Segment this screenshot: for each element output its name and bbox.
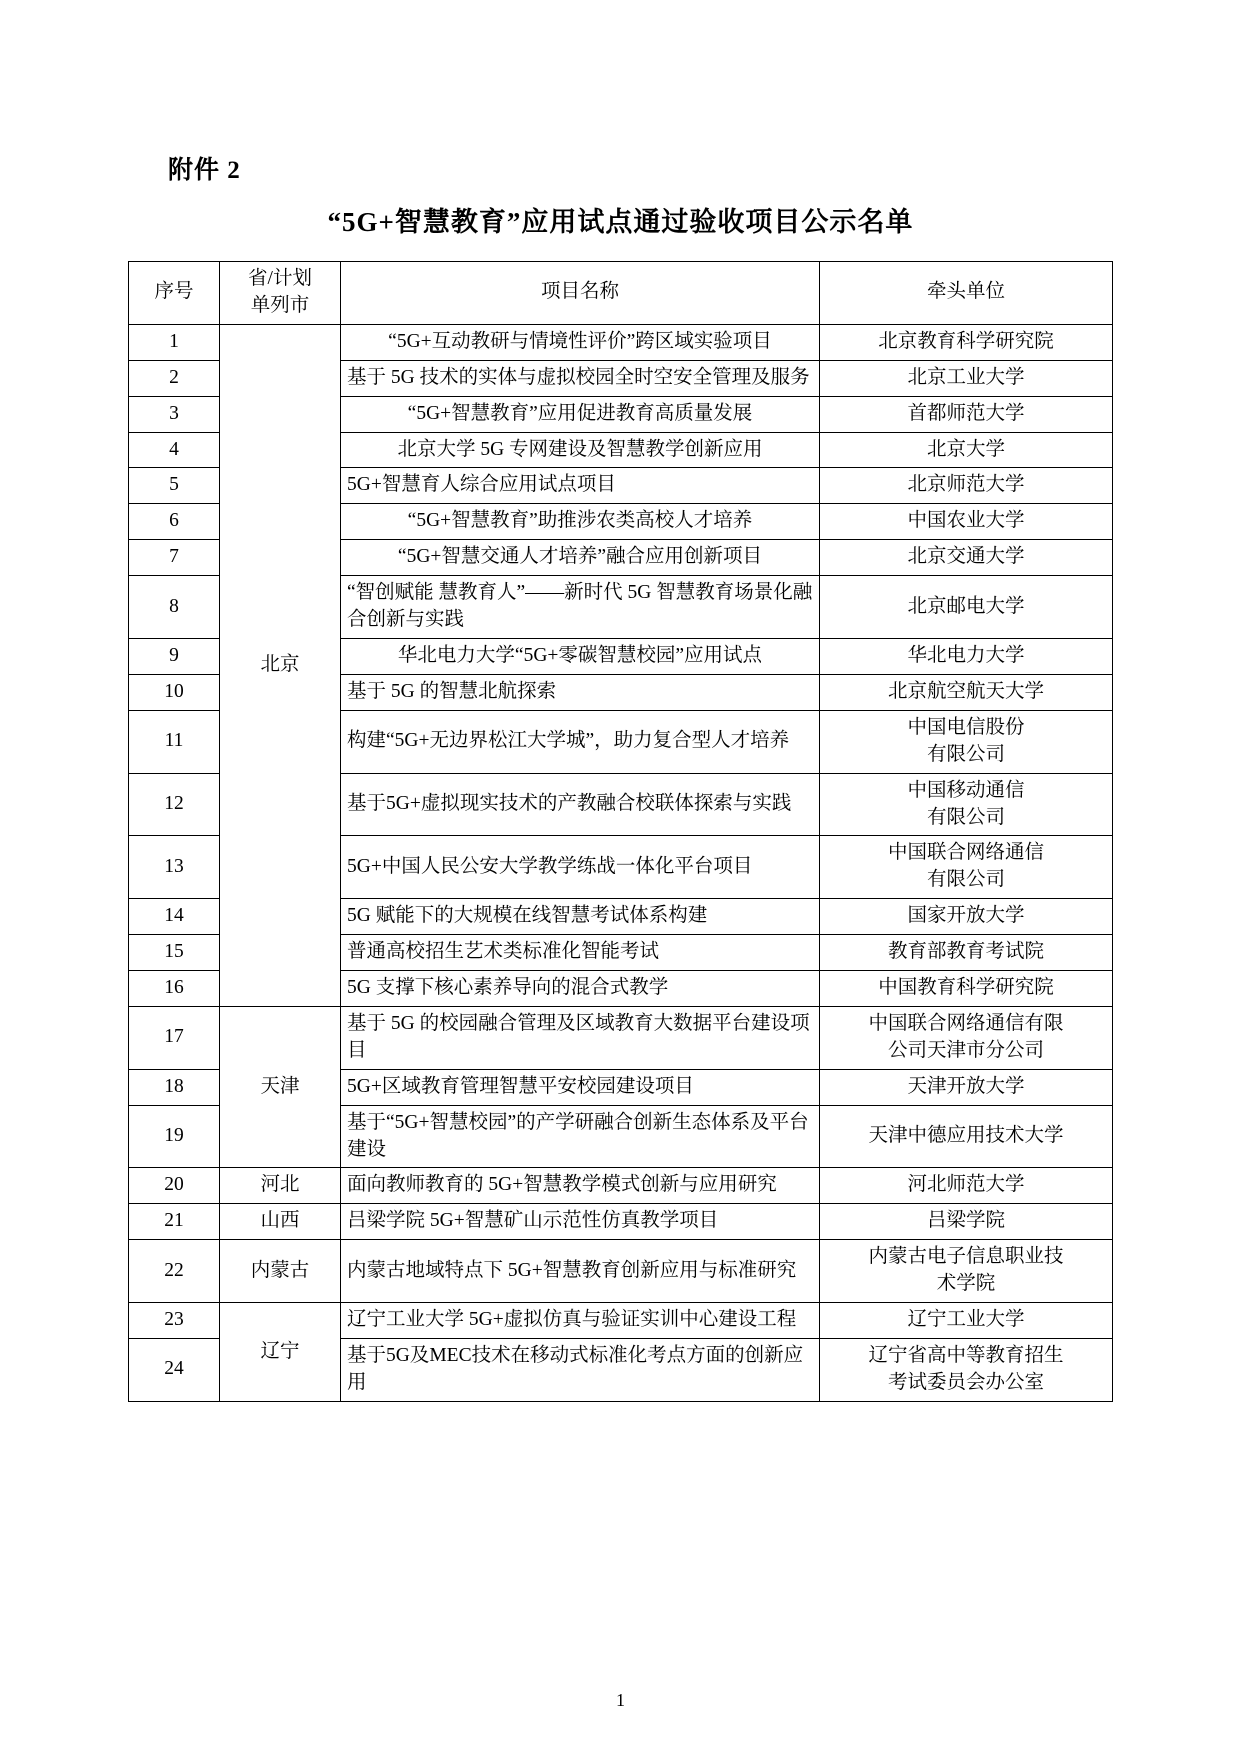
cell-province: 内蒙古 (220, 1240, 341, 1303)
page-number: 1 (616, 1690, 625, 1710)
cell-province: 天津 (220, 1006, 341, 1168)
cell-no: 5 (129, 468, 220, 504)
cell-lead-unit (820, 1168, 1113, 1204)
cell-no: 21 (129, 1204, 220, 1240)
cell-lead-unit-line: 吕梁学院 (926, 1210, 1005, 1232)
table-row (129, 324, 1113, 360)
cell-lead-unit-line: 北京航空航天大学 (887, 680, 1044, 702)
cell-lead-unit (820, 360, 1113, 396)
cell-province: 山西 (220, 1204, 341, 1240)
cell-lead-unit-line: 教育部教育考试院 (887, 941, 1044, 963)
cell-province: 辽宁 (220, 1303, 341, 1402)
cell-no: 3 (129, 396, 220, 432)
cell-lead-unit-line: 术学院 (936, 1273, 996, 1295)
attachment-label: 附件 2 (168, 157, 241, 184)
cell-project-name: 华北电力大学“5G+零碳智慧校园”应用试点 (341, 638, 820, 674)
cell-lead-unit-line: 北京教育科学研究院 (878, 330, 1054, 352)
cell-lead-unit (820, 1006, 1113, 1069)
cell-lead-unit-line: 北京工业大学 (907, 366, 1025, 388)
cell-no: 16 (129, 971, 220, 1007)
cell-lead-unit (820, 674, 1113, 710)
cell-no: 11 (129, 710, 220, 773)
cell-project-name: “5G+智慧交通人才培养”融合应用创新项目 (341, 540, 820, 576)
cell-project-name: 内蒙古地域特点下 5G+智慧教育创新应用与标准研究 (341, 1240, 820, 1303)
table-row (129, 1303, 1113, 1339)
column-header-province (220, 262, 341, 325)
table-row (129, 1204, 1113, 1240)
table-body (129, 324, 1113, 1401)
cell-lead-unit-line: 河北师范大学 (907, 1174, 1025, 1196)
page-title: “5G+智慧教育”应用试点通过验收项目公示名单 (327, 207, 914, 237)
cell-project-name: 基于 5G 的校园融合管理及区域教育大数据平台建设项目 (341, 1006, 820, 1069)
cell-no: 23 (129, 1303, 220, 1339)
cell-lead-unit (820, 504, 1113, 540)
column-header-no: 序号 (129, 262, 220, 325)
table-header (129, 262, 1113, 325)
cell-lead-unit (820, 1204, 1113, 1240)
cell-lead-unit (820, 468, 1113, 504)
cell-project-name: 普通高校招生艺术类标准化智能考试 (341, 935, 820, 971)
cell-lead-unit-line: 首都师范大学 (907, 402, 1025, 424)
cell-project-name: “智创赋能 慧教育人”——新时代 5G 智慧教育场景化融合创新与实践 (341, 576, 820, 639)
cell-lead-unit-line: 中国联合网络通信 (887, 842, 1044, 864)
cell-project-name: 5G+智慧育人综合应用试点项目 (341, 468, 820, 504)
cell-no: 24 (129, 1339, 220, 1402)
cell-project-name: 基于5G及MEC技术在移动式标准化考点方面的创新应用 (341, 1339, 820, 1402)
cell-lead-unit (820, 710, 1113, 773)
cell-project-name: 5G 支撑下核心素养导向的混合式教学 (341, 971, 820, 1007)
column-header-province-line2: 单列市 (250, 294, 310, 316)
cell-project-name: 基于“5G+智慧校园”的产学研融合创新生态体系及平台建设 (341, 1105, 820, 1168)
cell-lead-unit (820, 1339, 1113, 1402)
cell-lead-unit-line: 辽宁省高中等教育招生 (868, 1345, 1064, 1366)
cell-lead-unit-line: 内蒙古电子信息职业技 (868, 1246, 1064, 1268)
table-row (129, 1168, 1113, 1204)
cell-lead-unit (820, 935, 1113, 971)
table-row (129, 1006, 1113, 1069)
cell-lead-unit (820, 899, 1113, 935)
cell-no: 2 (129, 360, 220, 396)
cell-no: 19 (129, 1105, 220, 1168)
cell-lead-unit-line: 北京交通大学 (907, 546, 1025, 568)
cell-no: 18 (129, 1069, 220, 1105)
table-row (129, 1240, 1113, 1303)
cell-project-name: 5G 赋能下的大规模在线智慧考试体系构建 (341, 899, 820, 935)
column-header-project: 项目名称 (341, 262, 820, 325)
cell-lead-unit-line: 中国联合网络通信有限 (868, 1012, 1064, 1034)
cell-project-name: 辽宁工业大学 5G+虚拟仿真与验证实训中心建设工程 (341, 1303, 820, 1339)
cell-no: 9 (129, 638, 220, 674)
cell-no: 14 (129, 899, 220, 935)
cell-lead-unit-line: 北京邮电大学 (907, 595, 1025, 617)
cell-project-name: “5G+互动教研与情境性评价”跨区域实验项目 (341, 324, 820, 360)
cell-lead-unit-line: 北京师范大学 (907, 474, 1025, 496)
cell-project-name: 北京大学 5G 专网建设及智慧教学创新应用 (341, 432, 820, 468)
cell-lead-unit (820, 836, 1113, 899)
cell-lead-unit-line: 辽宁工业大学 (907, 1309, 1025, 1331)
cell-project-name: 吕梁学院 5G+智慧矿山示范性仿真教学项目 (341, 1204, 820, 1240)
cell-project-name: 基于5G+虚拟现实技术的产教融合校联体探索与实践 (341, 773, 820, 836)
cell-lead-unit (820, 396, 1113, 432)
cell-no: 22 (129, 1240, 220, 1303)
cell-project-name: “5G+智慧教育”应用促进教育高质量发展 (341, 396, 820, 432)
column-header-province-line1: 省/计划 (248, 268, 312, 289)
cell-no: 13 (129, 836, 220, 899)
cell-lead-unit (820, 1303, 1113, 1339)
cell-project-name: 基于 5G 技术的实体与虚拟校园全时空安全管理及服务 (341, 360, 820, 396)
cell-lead-unit (820, 1105, 1113, 1168)
cell-lead-unit-line: 有限公司 (926, 743, 1005, 765)
cell-lead-unit (820, 576, 1113, 639)
cell-lead-unit-line: 有限公司 (926, 806, 1005, 828)
cell-project-name: 面向教师教育的 5G+智慧教学模式创新与应用研究 (341, 1168, 820, 1204)
cell-lead-unit-line: 国家开放大学 (907, 905, 1025, 927)
cell-lead-unit (820, 638, 1113, 674)
cell-lead-unit (820, 1240, 1113, 1303)
cell-no: 1 (129, 324, 220, 360)
cell-no: 6 (129, 504, 220, 540)
column-header-unit: 牵头单位 (820, 262, 1113, 325)
project-list-table (128, 261, 1113, 1402)
cell-lead-unit (820, 324, 1113, 360)
cell-lead-unit-line: 公司天津市分公司 (887, 1039, 1044, 1061)
cell-lead-unit-line: 考试委员会办公室 (887, 1371, 1044, 1393)
cell-project-name: 基于 5G 的智慧北航探索 (341, 674, 820, 710)
cell-lead-unit-line: 有限公司 (926, 869, 1005, 891)
cell-lead-unit-line: 华北电力大学 (907, 644, 1025, 666)
cell-lead-unit (820, 1069, 1113, 1105)
cell-lead-unit-line: 天津中德应用技术大学 (868, 1125, 1064, 1147)
cell-no: 4 (129, 432, 220, 468)
cell-lead-unit-line: 天津开放大学 (907, 1075, 1025, 1097)
cell-project-name: 5G+中国人民公安大学教学练战一体化平台项目 (341, 836, 820, 899)
cell-no: 17 (129, 1006, 220, 1069)
cell-no: 12 (129, 773, 220, 836)
cell-lead-unit-line: 北京大学 (926, 438, 1005, 460)
cell-lead-unit-line: 中国移动通信 (907, 779, 1025, 801)
table-header-row (129, 262, 1113, 325)
cell-lead-unit (820, 540, 1113, 576)
cell-lead-unit (820, 773, 1113, 836)
cell-lead-unit-line: 中国教育科学研究院 (878, 977, 1054, 999)
cell-lead-unit-line: 中国农业大学 (907, 510, 1025, 532)
cell-no: 8 (129, 576, 220, 639)
cell-no: 7 (129, 540, 220, 576)
cell-lead-unit (820, 432, 1113, 468)
cell-lead-unit (820, 971, 1113, 1007)
cell-project-name: “5G+智慧教育”助推涉农类高校人才培养 (341, 504, 820, 540)
cell-no: 20 (129, 1168, 220, 1204)
cell-province: 河北 (220, 1168, 341, 1204)
cell-lead-unit-line: 中国电信股份 (907, 716, 1025, 738)
cell-province: 北京 (220, 324, 341, 1006)
cell-project-name: 构建“5G+无边界松江大学城”，助力复合型人才培养 (341, 710, 820, 773)
cell-no: 10 (129, 674, 220, 710)
cell-project-name: 5G+区域教育管理智慧平安校园建设项目 (341, 1069, 820, 1105)
cell-no: 15 (129, 935, 220, 971)
